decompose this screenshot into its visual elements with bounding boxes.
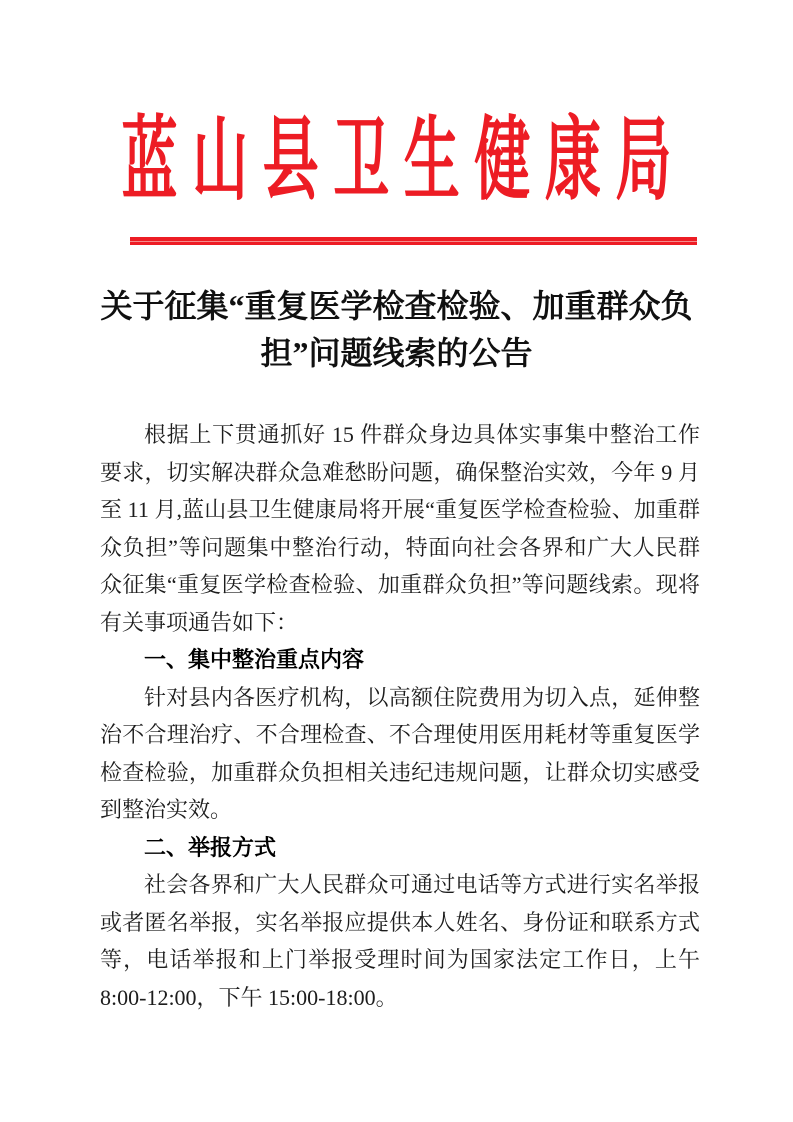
letterhead-divider — [130, 237, 697, 245]
paragraph-intro: 根据上下贯通抓好 15 件群众身边具体实事集中整治工作要求，切实解决群众急难愁盼问题，确保整治实效，今年 9 月至 11 月,蓝山县卫生健康局将开展“重复医学检查检验、加重群众负担”等问题集中整治行动，特面向社会各界和广大人民群众征集“重复医学检查检验、加重群众负担”等问题线索。现将有关事项通告如下： — [100, 422, 700, 635]
paragraph-section-2: 社会各界和广大人民群众可通过电话等方式进行实名举报或者匿名举报，实名举报应提供本人姓名、身份证和联系方式等，电话举报和上门举报受理时间为国家法定工作日，上午 8:00-12:00，下午 15:00-18:00。 — [100, 872, 700, 1010]
paragraph-section-1: 针对县内各医疗机构，以高额住院费用为切入点，延伸整治不合理治疗、不合理检查、不合理使用医用耗材等重复医学检查检验，加重群众负担相关违纪违规问题，让群众切实感受到整治实效。 — [100, 684, 700, 822]
document-body — [100, 416, 700, 1016]
letterhead-title: 蓝山县卫生健康局 — [121, 111, 672, 213]
section-heading-1: 一、集中整治重点内容 — [144, 647, 365, 672]
section-heading-2: 二、举报方式 — [144, 834, 277, 860]
document-title: 关于征集“重复医学检查检验、加重群众负担”问题线索的公告 — [100, 288, 693, 371]
